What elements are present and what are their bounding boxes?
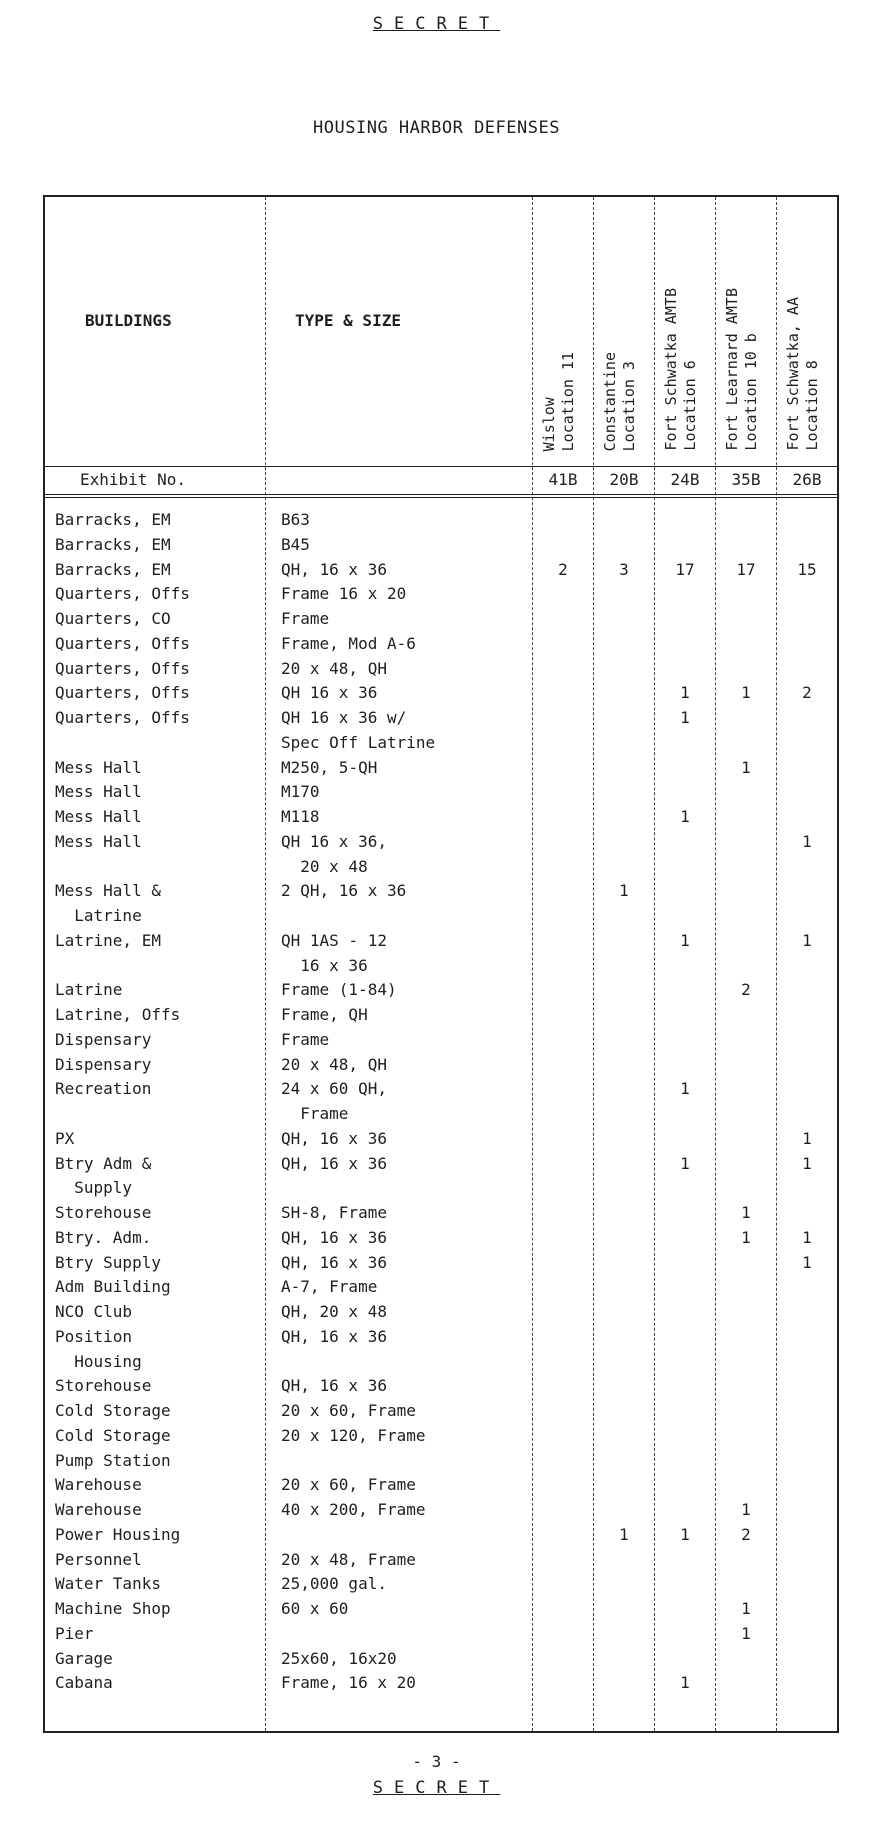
count-cell: 1 xyxy=(802,831,812,851)
building-cell: Garage xyxy=(55,1648,113,1668)
type-size-cell: A-7, Frame xyxy=(281,1277,378,1297)
building-cell: Quarters, Offs xyxy=(55,633,190,653)
building-cell: Btry. Adm. xyxy=(55,1227,152,1247)
location-number: Location 3 xyxy=(620,360,638,451)
building-cell: Storehouse xyxy=(55,1203,152,1222)
building-cell: Dispensary xyxy=(55,1054,152,1074)
count-cell: 1 xyxy=(680,683,690,703)
count-cell: 1 xyxy=(741,1623,751,1643)
table-row xyxy=(0,1596,873,1621)
table-row xyxy=(0,1250,873,1275)
table-row xyxy=(0,1052,873,1077)
building-cell: Mess Hall xyxy=(55,782,142,802)
type-size-cell: Frame xyxy=(281,1029,330,1049)
exhibit-number: 26B xyxy=(792,470,822,489)
type-size-cell: QH 1AS - 12 xyxy=(281,930,387,950)
table-row xyxy=(0,1670,873,1695)
table-row xyxy=(0,1002,873,1027)
count-cell: 1 xyxy=(680,930,690,950)
building-cell: Warehouse xyxy=(55,1500,142,1519)
type-size-cell: QH 16 x 36, xyxy=(281,831,387,851)
type-size-cell: Frame xyxy=(281,609,330,628)
type-size-cell: M250, 5-QH xyxy=(281,757,378,777)
count-cell: 1 xyxy=(619,881,629,901)
table-row xyxy=(0,1423,873,1448)
type-size-cell: 20 x 48, Frame xyxy=(281,1549,416,1569)
exhibit-label: Exhibit No. xyxy=(80,470,186,489)
document-title: HOUSING HARBOR DEFENSES xyxy=(313,118,560,138)
table-row xyxy=(0,779,873,804)
count-cell: 3 xyxy=(619,559,629,579)
table-row xyxy=(0,1200,873,1225)
table-row xyxy=(0,1448,873,1473)
building-cell: Latrine xyxy=(55,980,123,1000)
building-cell: NCO Club xyxy=(55,1302,133,1321)
table-row xyxy=(0,1472,873,1497)
type-size-cell: Frame xyxy=(281,1104,349,1123)
location-number: Location 10 b xyxy=(742,333,760,451)
type-size-cell: QH, 16 x 36 xyxy=(281,1326,387,1346)
location-number: Location 11 xyxy=(559,351,577,451)
type-size-cell: 25x60, 16x20 xyxy=(281,1648,397,1668)
type-size-cell: Frame 16 x 20 xyxy=(281,584,407,604)
table-row xyxy=(0,953,873,978)
type-size-cell: 20 x 120, Frame xyxy=(281,1425,426,1445)
count-cell: 1 xyxy=(741,1203,751,1222)
location-number: Location 8 xyxy=(803,360,821,451)
location-header xyxy=(540,352,578,451)
table-row xyxy=(0,1398,873,1423)
classification-bottom: SECRET xyxy=(372,1778,501,1798)
header-rule xyxy=(45,466,837,467)
exhibit-number: 41B xyxy=(548,470,578,489)
building-cell: Latrine, Offs xyxy=(55,1005,181,1024)
building-cell: Water Tanks xyxy=(55,1574,161,1594)
building-cell: Barracks, EM xyxy=(55,534,171,554)
location-name: Fort Schwatka AMTB xyxy=(662,288,680,451)
table-row xyxy=(0,557,873,582)
building-cell: Mess Hall xyxy=(55,831,142,851)
type-size-cell: 20 x 48, QH xyxy=(281,658,387,678)
count-cell: 1 xyxy=(741,1227,751,1247)
building-cell: Latrine, EM xyxy=(55,930,161,950)
location-name: Fort Learnard AMTB xyxy=(723,288,741,451)
location-name: Constantine xyxy=(601,351,619,451)
type-size-cell: QH 16 x 36 w/ xyxy=(281,708,407,727)
table-row xyxy=(0,656,873,681)
table-row xyxy=(0,1225,873,1250)
type-size-cell: 16 x 36 xyxy=(281,955,368,975)
building-cell: Machine Shop xyxy=(55,1599,171,1618)
count-cell: 1 xyxy=(802,1252,812,1272)
table-row xyxy=(0,928,873,953)
building-cell: Dispensary xyxy=(55,1029,152,1049)
type-size-cell: 20 x 60, Frame xyxy=(281,1475,416,1495)
type-size-cell: QH, 16 x 36 xyxy=(281,1153,387,1173)
count-cell: 1 xyxy=(680,1153,690,1173)
table-row xyxy=(0,1497,873,1522)
table-row xyxy=(0,755,873,780)
count-cell: 2 xyxy=(741,980,751,1000)
table-row xyxy=(0,1299,873,1324)
exhibit-number: 35B xyxy=(731,470,761,489)
table-row xyxy=(0,977,873,1002)
table-row xyxy=(0,581,873,606)
exhibit-number: 24B xyxy=(670,470,700,489)
building-cell: Barracks, EM xyxy=(55,510,171,529)
type-size-cell: SH-8, Frame xyxy=(281,1203,387,1222)
table-row xyxy=(0,631,873,656)
type-size-cell: 25,000 gal. xyxy=(281,1574,387,1594)
building-cell: Warehouse xyxy=(55,1475,142,1495)
type-size-header: TYPE & SIZE xyxy=(295,311,401,330)
count-cell: 1 xyxy=(802,1227,812,1247)
exhibit-rule xyxy=(45,494,837,495)
type-size-cell: M170 xyxy=(281,782,320,802)
table-row xyxy=(0,532,873,557)
table-row xyxy=(0,1373,873,1398)
type-size-cell: QH 16 x 36 xyxy=(281,683,378,703)
count-cell: 1 xyxy=(802,930,812,950)
building-cell: Supply xyxy=(55,1178,133,1198)
building-cell: Position xyxy=(55,1326,133,1346)
table-row xyxy=(0,680,873,705)
type-size-cell: B63 xyxy=(281,510,310,529)
count-cell: 2 xyxy=(802,683,812,703)
type-size-cell: QH, 16 x 36 xyxy=(281,1128,387,1148)
table-row xyxy=(0,1621,873,1646)
table-row xyxy=(0,705,873,730)
location-header xyxy=(723,288,761,451)
type-size-cell: 20 x 48, QH xyxy=(281,1054,387,1074)
type-size-cell: 20 x 60, Frame xyxy=(281,1401,416,1420)
building-cell: Cold Storage xyxy=(55,1401,171,1420)
location-header xyxy=(662,288,700,451)
building-cell: Quarters, Offs xyxy=(55,683,190,703)
table-row xyxy=(0,1547,873,1572)
building-cell: Quarters, CO xyxy=(55,609,171,628)
type-size-cell: 40 x 200, Frame xyxy=(281,1500,426,1519)
building-cell: Storehouse xyxy=(55,1376,152,1396)
building-cell: PX xyxy=(55,1128,75,1148)
building-cell: Latrine xyxy=(55,906,142,925)
count-cell: 2 xyxy=(558,559,568,579)
count-cell: 1 xyxy=(680,807,690,826)
building-cell: Power Housing xyxy=(55,1524,181,1544)
table-row xyxy=(0,1027,873,1052)
table-row xyxy=(0,730,873,755)
count-cell: 17 xyxy=(675,559,695,579)
count-cell: 15 xyxy=(797,559,817,579)
buildings-header: BUILDINGS xyxy=(85,311,172,330)
table-row xyxy=(0,854,873,879)
type-size-cell: Frame, 16 x 20 xyxy=(281,1673,416,1693)
type-size-cell: M118 xyxy=(281,807,320,826)
type-size-cell: QH, 16 x 36 xyxy=(281,1227,387,1247)
location-header xyxy=(601,352,639,451)
table-row xyxy=(0,804,873,829)
building-cell: Quarters, Offs xyxy=(55,658,190,678)
location-name: Fort Schwatka, AA xyxy=(784,297,802,451)
table-row xyxy=(0,1076,873,1101)
table-row xyxy=(0,1324,873,1349)
count-cell: 1 xyxy=(680,708,690,727)
table-row xyxy=(0,878,873,903)
table-row xyxy=(0,1101,873,1126)
type-size-cell: QH, 16 x 36 xyxy=(281,559,387,579)
count-cell: 1 xyxy=(680,1524,690,1544)
type-size-cell: Spec Off Latrine xyxy=(281,732,436,752)
type-size-cell: 60 x 60 xyxy=(281,1599,349,1618)
table-row xyxy=(0,1126,873,1151)
type-size-cell: Frame, Mod A-6 xyxy=(281,633,416,653)
type-size-cell: 20 x 48 xyxy=(281,856,368,876)
table-row xyxy=(0,1274,873,1299)
location-header xyxy=(784,297,822,451)
building-cell: Housing xyxy=(55,1351,142,1371)
table-row xyxy=(0,507,873,532)
page-number: - 3 - xyxy=(412,1752,461,1771)
count-cell: 2 xyxy=(741,1524,751,1544)
count-cell: 1 xyxy=(741,757,751,777)
table-row xyxy=(0,829,873,854)
building-cell: Pump Station xyxy=(55,1450,171,1470)
building-cell: Quarters, Offs xyxy=(55,708,190,727)
building-cell: Adm Building xyxy=(55,1277,171,1297)
table-row xyxy=(0,1646,873,1671)
type-size-cell: QH, 16 x 36 xyxy=(281,1376,387,1396)
building-cell: Quarters, Offs xyxy=(55,584,190,604)
classification-top: SECRET xyxy=(372,14,501,34)
count-cell: 1 xyxy=(741,1500,751,1519)
table-row xyxy=(0,1522,873,1547)
building-cell: Mess Hall xyxy=(55,807,142,826)
building-cell: Mess Hall & xyxy=(55,881,161,901)
type-size-cell: B45 xyxy=(281,534,310,554)
table-row xyxy=(0,1151,873,1176)
type-size-cell: Frame, QH xyxy=(281,1005,368,1024)
type-size-cell: QH, 16 x 36 xyxy=(281,1252,387,1272)
count-cell: 1 xyxy=(802,1153,812,1173)
table-row xyxy=(0,606,873,631)
building-cell: Btry Supply xyxy=(55,1252,161,1272)
table-row xyxy=(0,1571,873,1596)
building-cell: Recreation xyxy=(55,1079,152,1099)
table-row xyxy=(0,1349,873,1374)
exhibit-number: 20B xyxy=(609,470,639,489)
count-cell: 1 xyxy=(741,1599,751,1618)
type-size-cell: 2 QH, 16 x 36 xyxy=(281,881,407,901)
count-cell: 17 xyxy=(736,559,756,579)
type-size-cell: Frame (1-84) xyxy=(281,980,397,1000)
building-cell: Btry Adm & xyxy=(55,1153,152,1173)
building-cell: Barracks, EM xyxy=(55,559,171,579)
count-cell: 1 xyxy=(619,1524,629,1544)
building-cell: Cold Storage xyxy=(55,1425,171,1445)
location-name: Wislow xyxy=(540,396,558,451)
type-size-cell: 24 x 60 QH, xyxy=(281,1079,387,1099)
exhibit-rule xyxy=(45,497,837,498)
location-number: Location 6 xyxy=(681,360,699,451)
count-cell: 1 xyxy=(680,1673,690,1693)
building-cell: Cabana xyxy=(55,1673,113,1693)
type-size-cell: QH, 20 x 48 xyxy=(281,1302,387,1321)
table-row xyxy=(0,903,873,928)
count-cell: 1 xyxy=(741,683,751,703)
count-cell: 1 xyxy=(680,1079,690,1099)
building-cell: Pier xyxy=(55,1623,94,1643)
building-cell: Mess Hall xyxy=(55,757,142,777)
table-row xyxy=(0,1175,873,1200)
building-cell: Personnel xyxy=(55,1549,142,1569)
count-cell: 1 xyxy=(802,1128,812,1148)
